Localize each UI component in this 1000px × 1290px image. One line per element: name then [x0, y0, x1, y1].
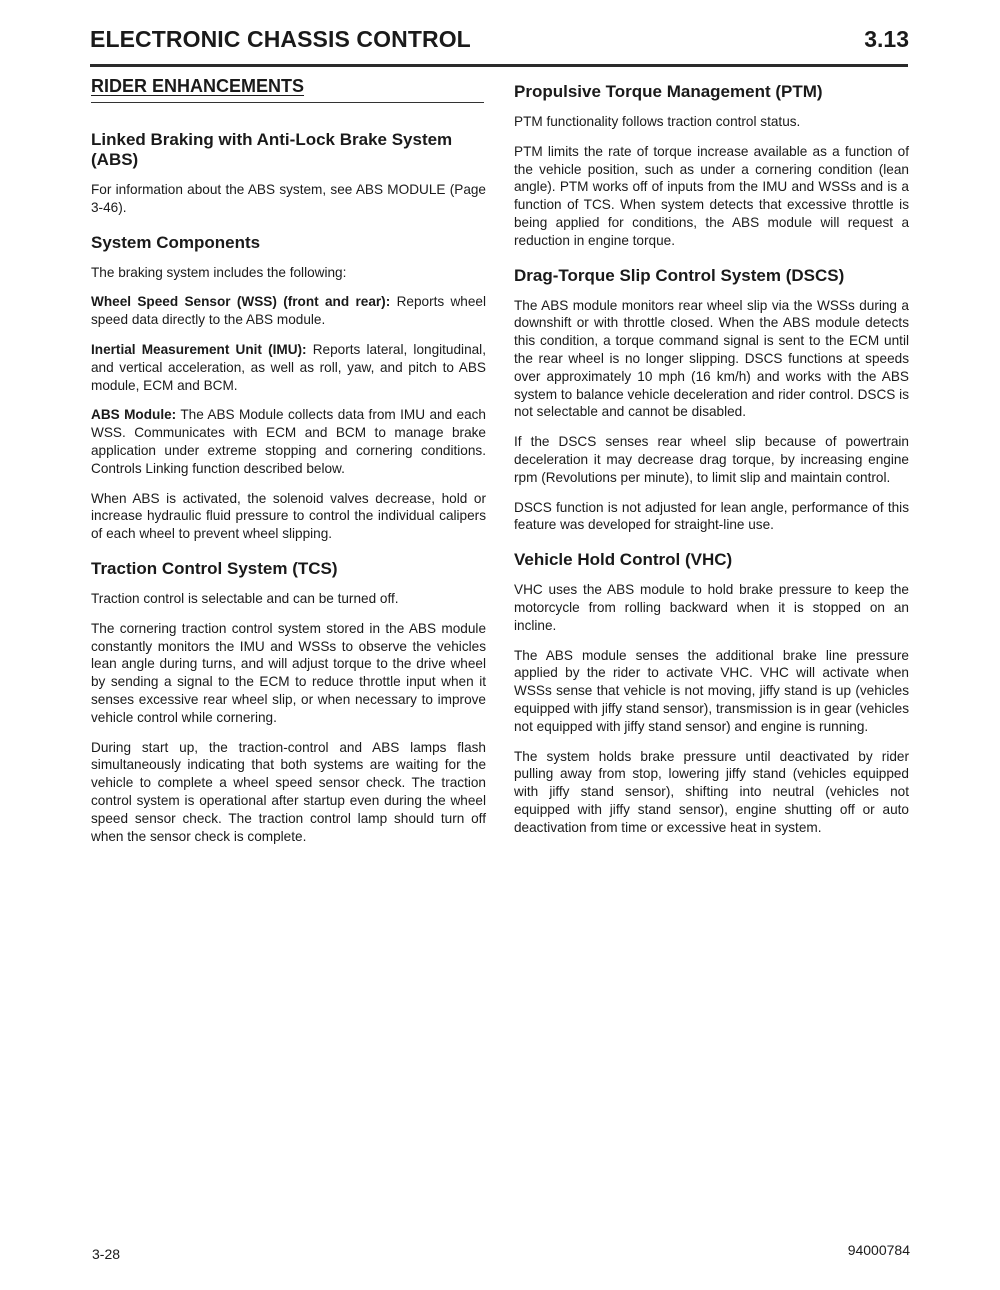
vhc-paragraph-3: The system holds brake pressure until deactivated by rider pulling away from stop, lowering jiffy stand (vehicles equipped with jiffy stand sensor), shifting into neutral (vehicles not equipped with jiffy stand sensor), engine shutting off or auto deactivation from time or excessive heat in system. — [514, 748, 909, 835]
chapter-title: ELECTRONIC CHASSIS CONTROL — [90, 26, 471, 52]
imu-text: Reports lateral, longitudinal, and vertical acceleration, as well as roll, yaw, and pitch to ABS module, ECM and BCM. — [91, 341, 486, 393]
header-rule — [90, 64, 908, 67]
abs-activation-paragraph: When ABS is activated, the solenoid valves decrease, hold or increase hydraulic fluid pressure to control the individual calipers of each wheel to prevent wheel slipping. — [91, 490, 486, 542]
section-title: RIDER ENHANCEMENTS — [91, 76, 484, 103]
dscs-paragraph-1: The ABS module monitors rear wheel slip via the WSSs during a downshift or with throttle closed. When the ABS module detects this condition, a torque command signal is sent to the ECM until the rear wheel is no longer slipping. DSCS functions at speeds over approximately 10 mph (16 km/h) and works with the ABS system to balance vehicle deceleration and rider control. DSCS is not selectable and cannot be disabled. — [514, 297, 909, 420]
vhc-heading: Vehicle Hold Control (VHC) — [514, 550, 733, 570]
wss-text: Reports wheel speed data directly to the ABS module. — [91, 294, 487, 328]
tcs-paragraph-2: The cornering traction control system stored in the ABS module constantly monitors the IMU and WSSs to observe the vehicles lean angle during turns, and will adjust torque to the drive wheel by sending a signal to the ECM to reduce throttle input when it senses excessive rear wheel slip, or when necessary to improve vehicle control while cornering. — [91, 620, 486, 725]
ptm-paragraph-1: PTM functionality follows traction control status. — [514, 114, 801, 129]
dscs-paragraph-3: DSCS function is not adjusted for lean angle, performance of this feature was developed for straight-line use. — [514, 499, 909, 533]
dscs-heading: Drag-Torque Slip Control System (DSCS) — [514, 265, 845, 285]
tcs-heading: Traction Control System (TCS) — [91, 558, 338, 578]
components-intro-paragraph: The braking system includes the following: — [91, 264, 347, 280]
document-number: 94000784 — [847, 1242, 910, 1258]
linked-braking-heading: Linked Braking with Anti-Lock Brake System (ABS) — [91, 130, 453, 169]
abs-module-text: The ABS Module collects data from IMU and each WSS. Communicates with ECM and BCM to manage brake application under extreme stopping and cornering conditions. Controls Linking function described below. — [91, 407, 486, 476]
section-number: 3.13 — [864, 26, 909, 52]
dscs-paragraph-2: If the DSCS senses rear wheel slip because of powertrain deceleration it may decrease drag torque, by increasing engine rpm (Revolutions per minute), to limit slip and maintain control. — [514, 434, 909, 485]
imu-paragraph — [91, 341, 486, 394]
wss-paragraph — [91, 293, 486, 329]
abs-module-paragraph — [91, 406, 486, 477]
left-column — [91, 76, 486, 845]
wss-label: Wheel Speed Sensor (WSS) (front and rear): — [91, 294, 391, 310]
system-components-heading: System Components — [91, 232, 261, 252]
page-number: 3-28 — [92, 1246, 121, 1262]
imu-label: Inertial Measurement Unit (IMU): — [91, 341, 307, 357]
vhc-paragraph-2: The ABS module senses the additional brake line pressure applied by the rider to activate VHC. VHC will activate when WSSs sense that vehicle is not moving, jiffy stand is up (vehicles equipped with jiffy stand sensor), transmission is in gear (vehicles not equipped with jiffy stand sensor) and engine is running. — [514, 647, 909, 734]
ptm-heading: Propulsive Torque Management (PTM) — [514, 82, 823, 101]
linked-braking-paragraph: For information about the ABS system, see ABS MODULE (Page 3-46). — [91, 182, 486, 215]
tcs-paragraph-1: Traction control is selectable and can be turned off. — [91, 590, 399, 606]
tcs-paragraph-3: During start up, the traction-control and ABS lamps flash simultaneously indicating that both systems are waiting for the vehicle to complete a wheel speed sensor check. The traction control system is operational after startup even during the wheel speed sensor check. The traction control lamp should turn off when the sensor check is complete. — [91, 739, 486, 844]
ptm-paragraph-2: PTM limits the rate of torque increase available as a function of the vehicle position, such as under a cornering condition (lean angle). PTM works off of inputs from the IMU and WSSs and is a function of TCS. When system detects that excessive throttle is being applied for conditions, the ABS module will request a reduction in engine torque. — [514, 143, 909, 248]
abs-module-label: ABS Module: — [91, 407, 177, 423]
right-column — [514, 76, 909, 837]
vhc-paragraph-1: VHC uses the ABS module to hold brake pressure to keep the motorcycle from rolling backward when it is stopped on an incline. — [514, 582, 909, 633]
